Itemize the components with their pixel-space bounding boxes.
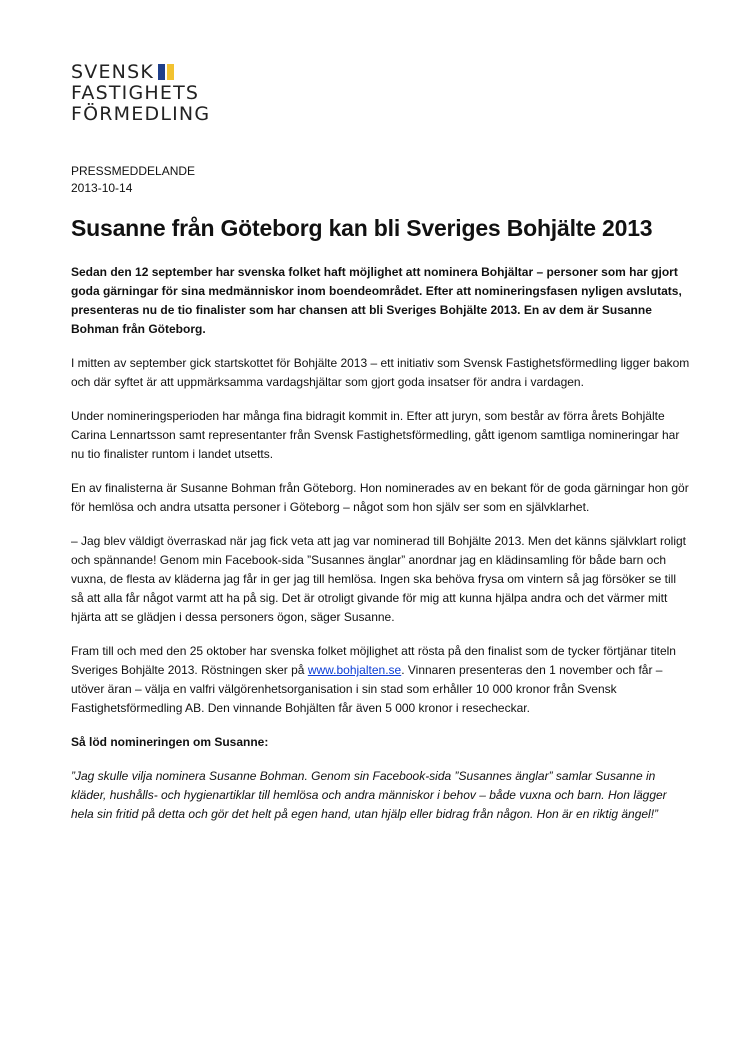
- paragraph-1: I mitten av september gick startskottet för Bohjälte 2013 – ett initiativ som Svensk Fastighetsförmedling ligger bakom och där syftet är att uppmärksamma vardagshjältar som gjort goda insatser för andra i vardagen.: [71, 356, 690, 389]
- lead-paragraph: Sedan den 12 september har svenska folket haft möjlighet att nominera Bohjältar – personer som har gjort goda gärningar för sina medmänniskor inom boendeområdet. Efter att nomineringsfasen nyligen avslutats, presenteras nu de tio finalister som har chansen att bli Sveriges Bohjälte 2013. En av dem är Susanne Bohman från Göteborg.: [71, 265, 682, 336]
- document-meta: [71, 163, 195, 197]
- logo-line-3: FÖRMEDLING: [71, 103, 211, 125]
- paragraph-5: [71, 642, 691, 718]
- logo-line-1: [71, 62, 210, 83]
- logo-line-2: FASTIGHETS: [71, 82, 200, 104]
- document-date: 2013-10-14: [71, 181, 133, 195]
- document-type: PRESSMEDDELANDE: [71, 164, 196, 178]
- paragraph-4-quote: – Jag blev väldigt överraskad när jag fick veta att jag var nominerad till Bohjälte 2013. Men det känns självklart roligt och spännande! Genom min Facebook-sida ”Susannes änglar” anordnar jag en klädinsamling för både barn och vuxna, de flesta av kläderna jag får in ger jag till hemlösa. Ingen ska behöva frysa om vintern så jag försöker se till så att alla får något varmt att ha på sig. Det är otroligt givande för mig att kunna hjälpa andra och det värmer mitt hjärta att se glädjen i dessa personers ögon, säger Susanne.: [71, 534, 686, 624]
- company-logo: [71, 62, 210, 125]
- paragraph-5-text-before: Fram till och med den 25 oktober har svenska folket möjlighet att rösta på den finalist som de tycker förtjänar titeln Sveriges Bohjälte 2013. Röstningen sker på: [71, 644, 676, 677]
- paragraph-2: Under nomineringsperioden har många fina bidragit kommit in. Efter att juryn, som består av förra årets Bohjälte Carina Lennartsson samt representanter från Svensk Fastighetsförmedling, gått igenom samtliga nomineringar har nu tio finalister runtom i landet utsetts.: [71, 409, 680, 461]
- nomination-quote: ”Jag skulle vilja nominera Susanne Bohman. Genom sin Facebook-sida ”Susannes änglar” samlar Susanne in kläder, hushålls- och hygienartiklar till hemlösa och andra människor i behov – både vuxna och barn. Hon lägger hela sin fritid på detta och gör det helt på egen hand, utan hjälp eller bidrag från någon. Hon är en riktig ängel!”: [71, 769, 667, 821]
- swedish-flag-icon: [158, 64, 174, 80]
- nomination-heading: Så löd nomineringen om Susanne:: [71, 735, 269, 749]
- paragraph-5-text-after: . Vinnaren presenteras den 1 november och får – utöver äran – välja en valfri välgörenhetsorganisation i sin stad som erhåller 10 000 kronor från Svensk Fastighetsförmedling AB. Den vinnande Bohjälten får även 5 000 kronor i resecheckar.: [71, 663, 663, 715]
- voting-website-link[interactable]: www.bohjalten.se: [307, 663, 402, 677]
- page-title: Susanne från Göteborg kan bli Sveriges Bohjälte 2013: [71, 215, 653, 241]
- article-body: [71, 263, 691, 839]
- logo-text-svensk: SVENSK: [71, 61, 154, 83]
- paragraph-3: En av finalisterna är Susanne Bohman från Göteborg. Hon nominerades av en bekant för de goda gärningar hon gör för hemlösa och andra utsatta personer i Göteborg – något som hon själv ser som en självklarhet.: [71, 481, 689, 514]
